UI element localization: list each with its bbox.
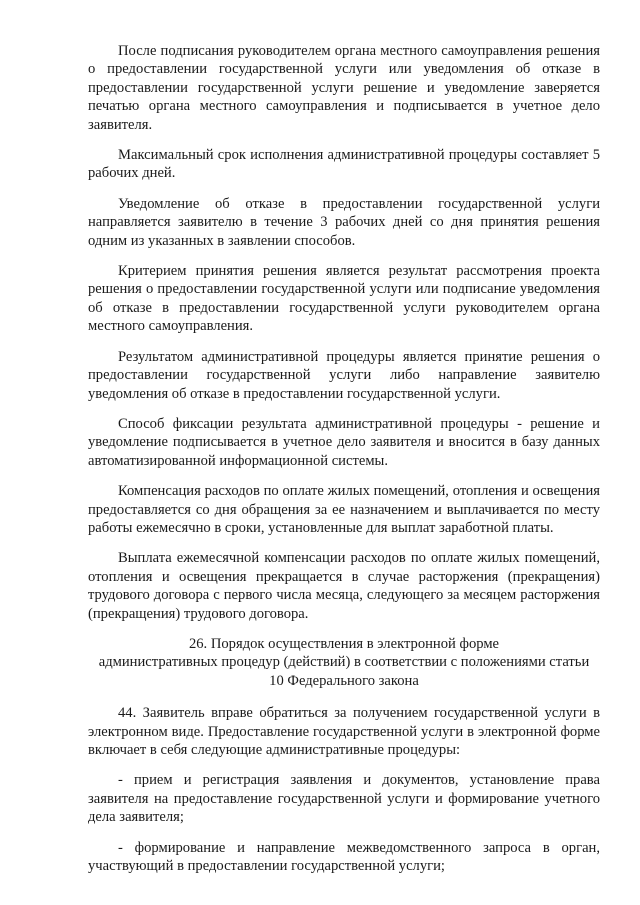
paragraph-max-term: Максимальный срок исполнения административной процедуры составляет 5 рабочих дней. xyxy=(88,147,600,182)
list-item-registration: - прием и регистрация заявления и документов, установление права заявителя на предоставление государственной услуги и формирование учетного дела заявителя; xyxy=(88,772,600,826)
paragraph-payment-termination: Выплата ежемесячной компенсации расходов по оплате жилых помещений, отопления и освещения прекращается в случае расторжения (прекращения) трудового договора с первого числа месяца, следующего за месяцем расторжения (прекращения) трудового договора. xyxy=(88,550,600,622)
section-heading-line: административных процедур (действий) в соответствии с положениями статьи xyxy=(98,654,590,671)
list-item-interagency-request: - формирование и направление межведомственного запроса в орган, участвующий в предоставлении государственной услуги; xyxy=(88,839,600,875)
paragraph-signing: После подписания руководителем органа местного самоуправления решения о предоставлении государственной услуги или уведомления об отказе в предоставлении государственной услуги решение и уведомление заверяется печатью органа местного самоуправления и подписывается в учетное дело заявителя. xyxy=(88,43,600,133)
paragraph-electronic-request: 44. Заявитель вправе обратиться за получением государственной услуги в электронном виде. Предоставление государственной услуги в электронной форме включает в себя следующие административные процедуры: xyxy=(88,705,600,758)
section-heading-line: 26. Порядок осуществления в электронной форме xyxy=(188,635,500,652)
document-body xyxy=(88,42,600,887)
paragraph-procedure-result: Результатом административной процедуры является принятие решения о предоставлении государственной услуги либо направление заявителю уведомления об отказе в предоставлении государственной услуги. xyxy=(88,348,600,402)
paragraph-refusal-notice: Уведомление об отказе в предоставлении государственной услуги направляется заявителю в течение 3 рабочих дней со дня принятия решения одним из указанных в заявлении способов. xyxy=(88,195,600,249)
paragraph-compensation: Компенсация расходов по оплате жилых помещений, отопления и освещения предоставляется со дня обращения за ее назначением и выплачивается по месту работы ежемесячно в сроки, установленные для выплат заработной платы. xyxy=(88,483,600,536)
section-heading xyxy=(88,635,600,690)
paragraph-fixation-method: Способ фиксации результата административной процедуры - решение и уведомление подписывается в учетное дело заявителя и вносится в базу данных автоматизированной информационной системы. xyxy=(88,415,600,469)
section-heading-line: 10 Федерального закона xyxy=(269,672,419,689)
paragraph-decision-criterion: Критерием принятия решения является результат рассмотрения проекта решения о предоставлении государственной услуги или подписание уведомления об отказе в предоставлении государственной услуги руководителем органа местного самоуправления. xyxy=(88,263,600,335)
